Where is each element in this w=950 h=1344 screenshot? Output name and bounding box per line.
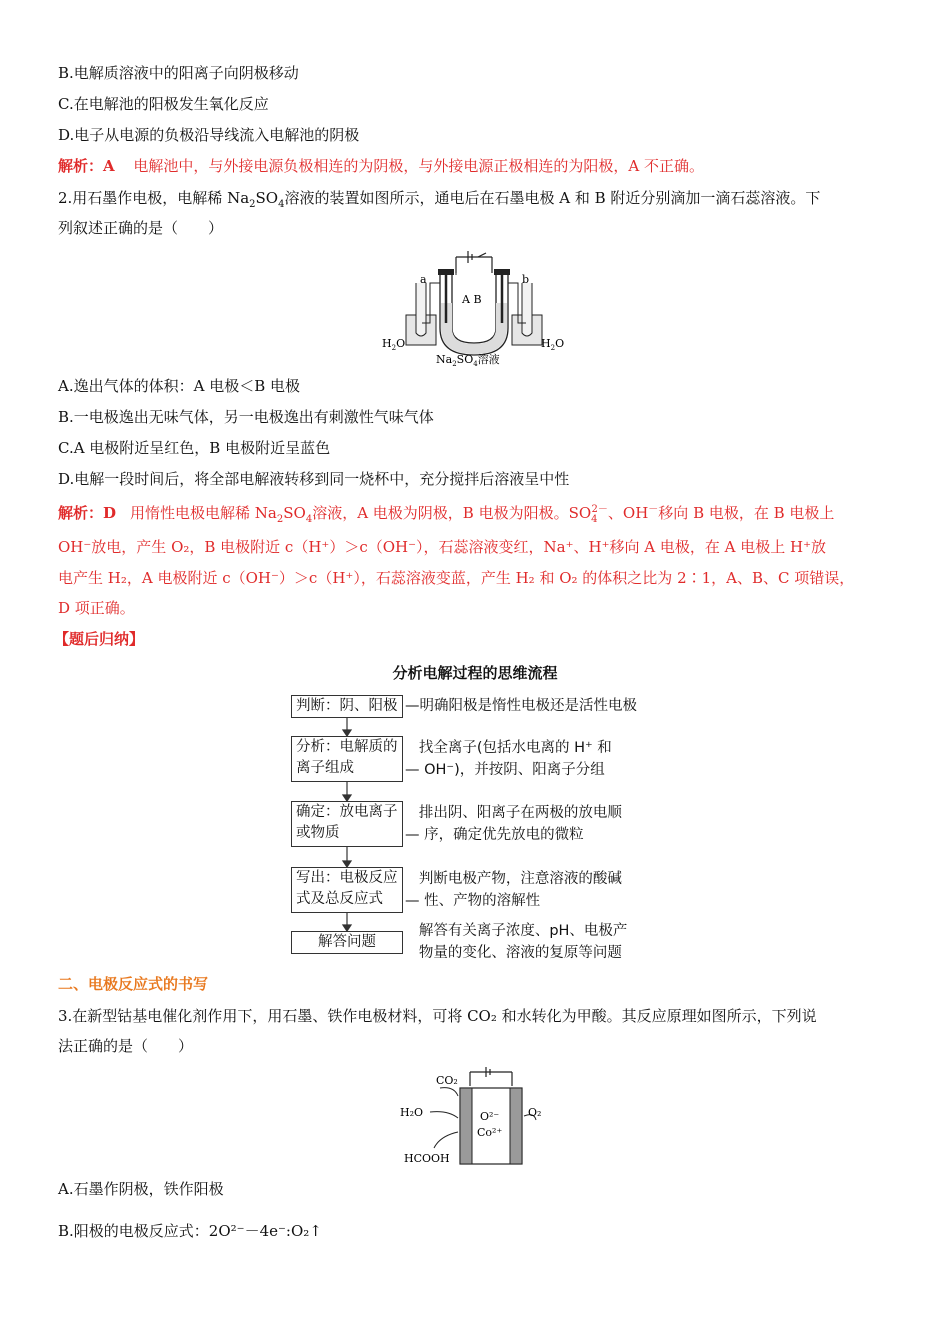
water-right-label: H bbox=[541, 337, 551, 350]
q3-stem-line2: 法正确的是（ ） bbox=[58, 1037, 194, 1055]
flow-desc-answer: 解答有关离子浓度、pH、电极产 物量的变化、溶液的复原等问题 bbox=[418, 923, 628, 961]
flow-step-answer: 解答问题 bbox=[291, 931, 403, 954]
q2-answer-line1: 解析：D 用惰性电极电解稀 $Na_2SO_4$溶液，A 电极为阴极，B 电极为阳极。$SO_4^{2-}$、OH－移向 B 电极，在 B 电极上 bbox=[58, 504, 835, 525]
q2-answer-line2: OH⁻放电，产生 O₂，B 电极附近 c（H⁺）＞c（OH⁻），石蕊溶液变红，Na⁺、H⁺移向 A 电极，在 A 电极上 H⁺放 bbox=[58, 538, 827, 556]
o2-label: O₂ bbox=[528, 1106, 542, 1119]
flow-desc-determine: 排出阴、阳离子在两极的放电顺 — 序，确定优先放电的微粒 bbox=[405, 805, 622, 843]
co2-label: CO₂ bbox=[436, 1074, 458, 1087]
tube-b-label: b bbox=[522, 273, 530, 286]
q2-stem-line1: 2.用石墨作电极，电解稀 $Na_2SO_4$溶液的装置如图所示，通电后在石墨电极 A 和 B 附近分别滴加一滴石蕊溶液。下 bbox=[58, 189, 821, 210]
q1-answer bbox=[58, 155, 704, 177]
q3-option-a: A.石墨作阴极，铁作阳极 bbox=[58, 1180, 224, 1198]
flow-step-determine: 确定：放电离子 或物质 bbox=[291, 801, 403, 847]
solution-label: $Na_2SO_4$溶液 bbox=[436, 353, 500, 368]
flow-title: 分析电解过程的思维流程 bbox=[392, 664, 558, 682]
q2-stem-line2: 列叙述正确的是（ ） bbox=[58, 219, 224, 237]
q1-option-b: B.电解质溶液中的阳离子向阴极移动 bbox=[58, 64, 299, 82]
cobalt-ion-label: Co²⁺ bbox=[477, 1126, 503, 1139]
q2-answer-line3: 电产生 H₂，A 电极附近 c（OH⁻）＞c（H⁺），石蕊溶液变蓝，产生 H₂ 和 O₂ 的体积之比为 2∶1，A、B、C 项错误， bbox=[58, 569, 855, 587]
q2-option-b: B.一电极逸出无味气体，另一电极逸出有刺激性气味气体 bbox=[58, 408, 434, 426]
h2o-label: H₂O bbox=[400, 1106, 424, 1119]
flow-desc-write: 判断电极产物，注意溶液的酸碱 — 性、产物的溶解性 bbox=[405, 871, 622, 909]
flow-step-judge: 判断：阴、阳极 bbox=[291, 695, 403, 718]
flow-desc-analyze: 找全离子(包括水电离的 H⁺ 和 — OH⁻)，并按阴、阳离子分组 bbox=[405, 740, 612, 778]
q1-option-c: C.在电解池的阳极发生氧化反应 bbox=[58, 95, 269, 113]
flow-step-analyze: 分析：电解质的 离子组成 bbox=[291, 736, 403, 782]
oxide-ion-label: O²⁻ bbox=[480, 1110, 500, 1123]
q1-answer-label: 解析：A bbox=[58, 157, 115, 175]
svg-text:H2O: $H_2O$ bbox=[382, 337, 406, 352]
flow-arrows bbox=[340, 718, 354, 933]
water-left-label: H bbox=[382, 337, 392, 350]
q2-option-d: D.电解一段时间后，将全部电解液转移到同一烧杯中，充分搅拌后溶液呈中性 bbox=[58, 470, 570, 488]
tube-a-label: a bbox=[420, 273, 427, 286]
q2-answer-line4: D 项正确。 bbox=[58, 599, 135, 617]
svg-text:H2O: $H_2O$ bbox=[541, 337, 565, 352]
q1-option-d: D.电子从电源的负极沿导线流入电解池的阴极 bbox=[58, 126, 360, 144]
q2-option-a: A.逸出气体的体积：A 电极＜B 电极 bbox=[58, 377, 300, 395]
electrocatalysis-figure bbox=[396, 1066, 556, 1170]
electrode-ab-label: A B bbox=[462, 293, 482, 306]
hcooh-label: HCOOH bbox=[404, 1152, 450, 1165]
flow-desc-judge: —明确阳极是惰性电极还是活性电极 bbox=[405, 698, 637, 714]
q3-stem-line1: 3.在新型钴基电催化剂作用下，用石墨、铁作电极材料，可将 CO₂ 和水转化为甲酸。其反应原理如图所示，下列说 bbox=[58, 1007, 817, 1025]
section2-heading: 二、电极反应式的书写 bbox=[58, 975, 209, 993]
q2-option-c: C.A 电极附近呈红色，B 电极附近呈蓝色 bbox=[58, 439, 331, 457]
electrolysis-apparatus-figure bbox=[378, 243, 578, 368]
summary-heading: 【题后归纳】 bbox=[54, 630, 145, 648]
q1-answer-text: 电解池中，与外接电源负极相连的为阴极，与外接电源正极相连的为阳极，A 不正确。 bbox=[133, 157, 705, 175]
q3-option-b: B.阳极的电极反应式：2O²⁻－4e⁻:O₂↑ bbox=[58, 1222, 322, 1240]
flow-step-write: 写出：电极反应 式及总反应式 bbox=[291, 867, 403, 913]
